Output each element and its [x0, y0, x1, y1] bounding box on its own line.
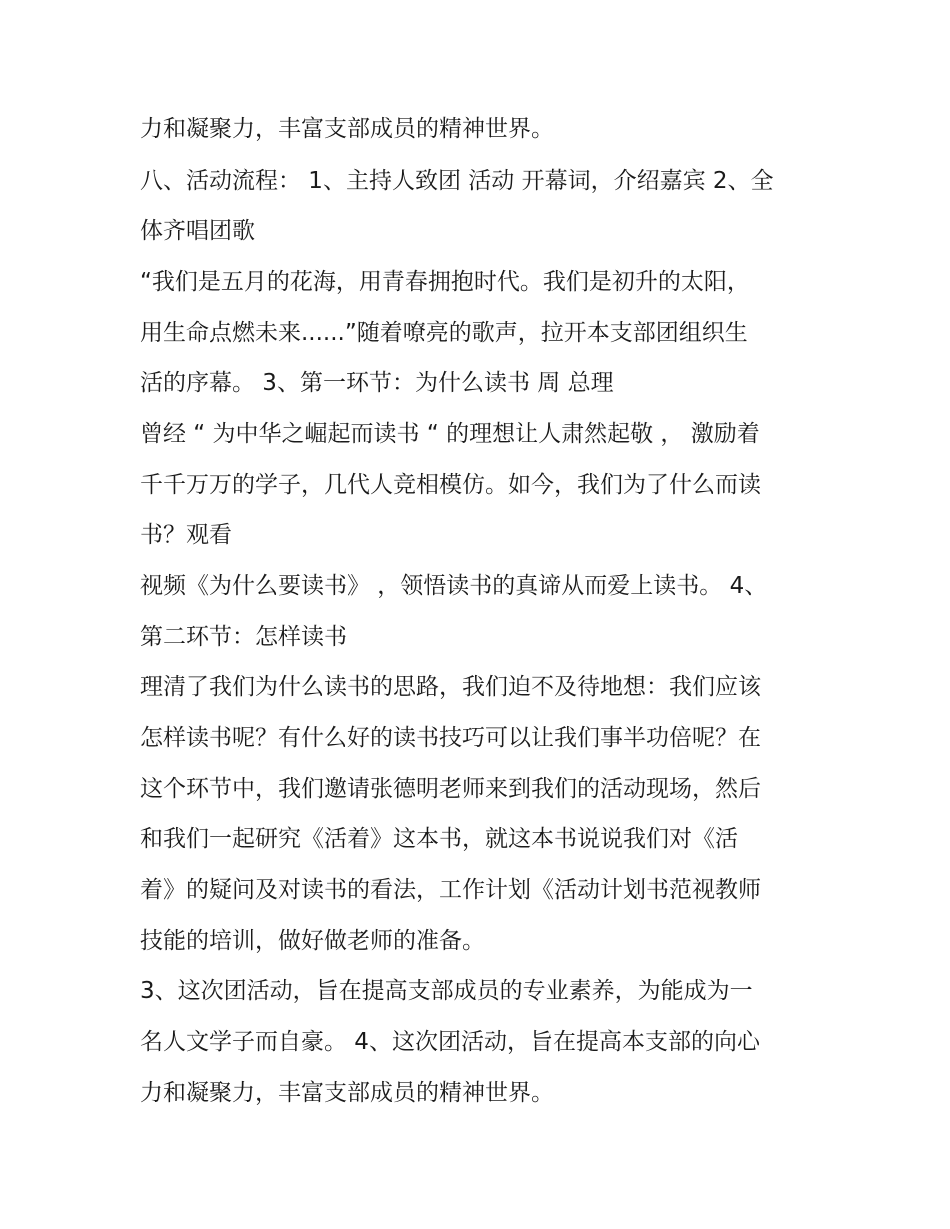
text-line: 技能的培训，做好做老师的准备。	[140, 928, 485, 954]
text-line: 和我们一起研究《活着》这本书，就这本书说说我们对《活	[140, 826, 738, 852]
text-line: “我们是五月的花海，用青春拥抱时代。我们是初升的太阳，	[140, 269, 750, 295]
text-line: 力和凝聚力，丰富支部成员的精神世界。	[140, 1080, 554, 1106]
text-line: 曾经 “ 为中华之崛起而读书 “ 的理想让人肃然起敬 ， 激励着	[140, 421, 760, 447]
text-line: 第二环节：怎样读书	[140, 624, 347, 650]
text-line: 活的序幕。 3、第一环节：为什么读书 周 总理	[140, 370, 614, 396]
text-line: 八、活动流程： 1、主持人致团 活动 开幕词，介绍嘉宾 2、全	[140, 168, 774, 194]
text-line: 书？观看	[140, 522, 232, 548]
text-line: 力和凝聚力，丰富支部成员的精神世界。	[140, 116, 554, 142]
text-line: 体齐唱团歌	[140, 218, 255, 244]
text-line: 3、这次团活动，旨在提高支部成员的专业素养，为能成为一	[140, 978, 753, 1004]
text-line: 视频《为什么要读书》 ，领悟读书的真谛从而爱上读书。 4、	[140, 573, 768, 599]
text-line: 千千万万的学子，几代人竞相模仿。如今，我们为了什么而读	[140, 472, 761, 498]
text-line: 名人文学子而自豪。 4、这次团活动，旨在提高本支部的向心	[140, 1029, 760, 1055]
text-line: 怎样读书呢？有什么好的读书技巧可以让我们事半功倍呢？在	[140, 725, 761, 751]
text-line: 理清了我们为什么读书的思路，我们迫不及待地想：我们应该	[140, 674, 761, 700]
text-line: 这个环节中，我们邀请张德明老师来到我们的活动现场，然后	[140, 776, 761, 802]
text-line: 着》的疑问及对读书的看法，工作计划《活动计划书范视教师	[140, 877, 761, 903]
text-line: 用生命点燃未来......”随着嘹亮的歌声，拉开本支部团组织生	[140, 320, 748, 346]
